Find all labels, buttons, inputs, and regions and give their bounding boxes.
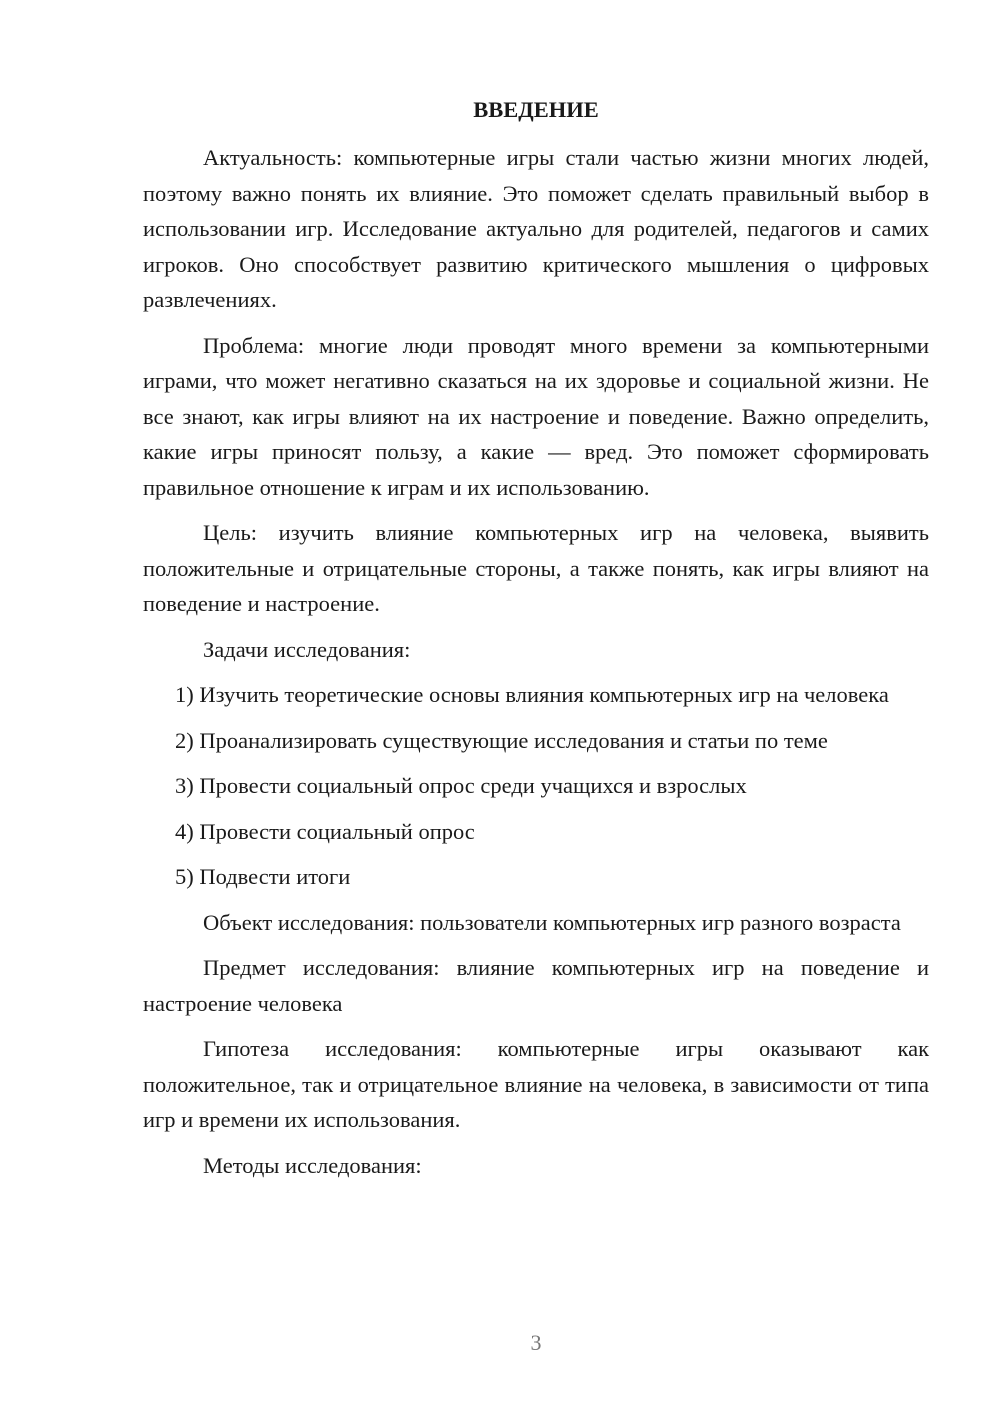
section-heading: ВВЕДЕНИЕ: [473, 97, 599, 122]
task-item-3: 3) Провести социальный опрос среди учащихся и взрослых: [175, 773, 747, 798]
paragraph-relevance: Актуальность: компьютерные игры стали частью жизни многих людей, поэтому важно понять их влияние. Это поможет сделать правильный выбор в использовании игр. Исследование актуально для родителей, педагогов и самих игроков. Оно способствует развитию критического мышления о цифровых развлечениях.: [143, 145, 929, 312]
task-item-5: 5) Подвести итоги: [175, 864, 351, 889]
paragraph-subject: Предмет исследования: влияние компьютерных игр на поведение и настроение человека: [143, 955, 929, 1016]
page-number: 3: [530, 1330, 542, 1355]
task-item-2: 2) Проанализировать существующие исследования и статьи по теме: [175, 727, 828, 753]
task-list: [143, 677, 929, 895]
paragraph-goal: Цель: изучить влияние компьютерных игр на человека, выявить положительные и отрицательные стороны, а также понять, как игры влияют на поведение и настроение.: [143, 520, 929, 616]
paragraph-methods: Методы исследования:: [203, 1152, 422, 1178]
task-item-1: 1) Изучить теоретические основы влияния компьютерных игр на человека: [175, 682, 889, 707]
paragraph-hypothesis: Гипотеза исследования: компьютерные игры оказывают как положительное, так и отрицательное влияние на человека, в зависимости от типа игр и времени их использования.: [143, 1036, 929, 1132]
document-page: [143, 92, 929, 1193]
paragraph-object: Объект исследования: пользователи компьютерных игр разного возраста: [203, 909, 901, 935]
paragraph-tasks-intro: Задачи исследования:: [203, 636, 411, 662]
task-item-4: 4) Провести социальный опрос: [175, 818, 475, 844]
paragraph-problem: Проблема: многие люди проводят много времени за компьютерными играми, что может негативно сказаться на их здоровье и социальной жизни. Не все знают, как игры влияют на их настроение и поведение. Важно определить, какие игры приносят пользу, а какие — вред. Это поможет сформировать правильное отношение к играм и их использованию.: [143, 332, 929, 500]
